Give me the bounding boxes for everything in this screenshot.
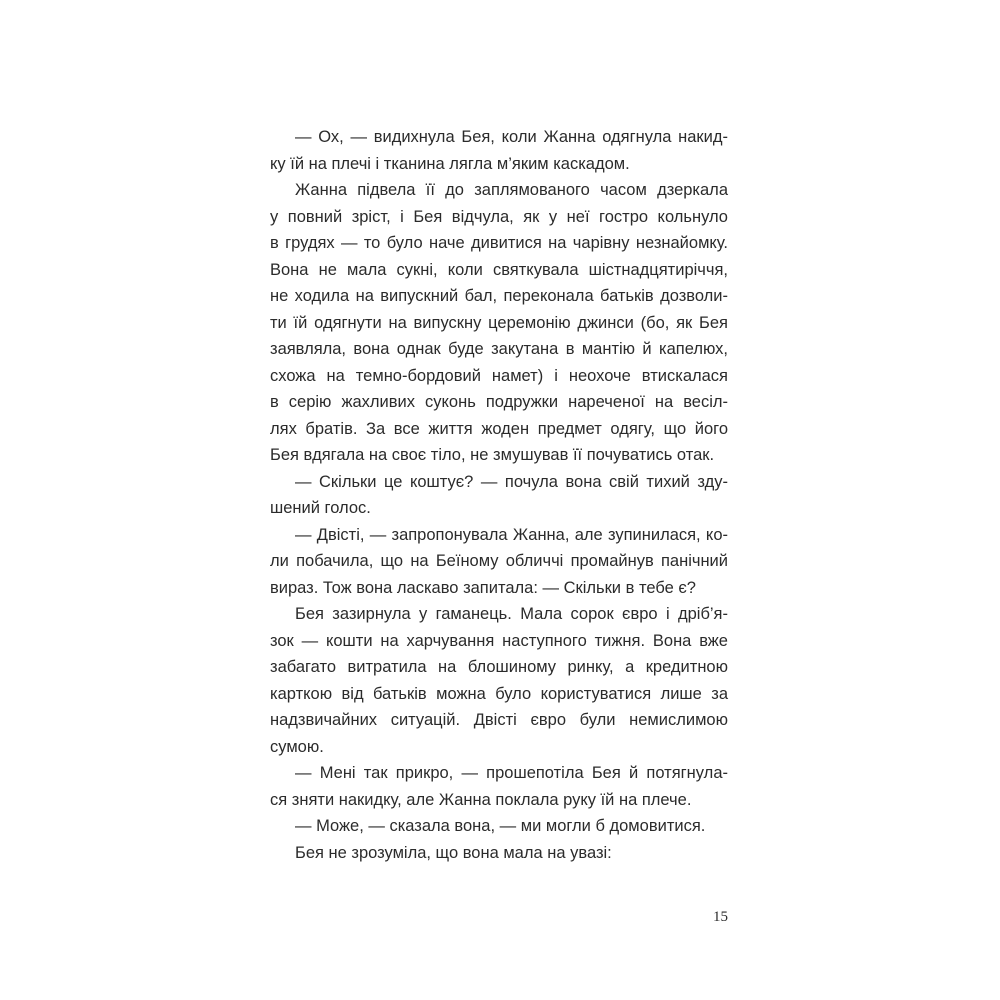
text-line: в серію жахливих суконь подружки нареченої на весіл-: [270, 393, 728, 411]
page-number: 15: [713, 909, 728, 925]
text-line: заявляла, вона однак буде закутана в мантію й капелюх,: [270, 340, 728, 358]
text-line: — Мені так прикро, — прошепотіла Бея й потягнула-: [295, 764, 728, 782]
text-line: не ходила на випускний бал, переконала батьків дозволи-: [270, 287, 728, 305]
text-line: Бея не зрозуміла, що вона мала на увазі:: [295, 843, 612, 862]
text-line: ся зняти накидку, але Жанна поклала руку їй на плече.: [270, 790, 692, 809]
text-line: шений голос.: [270, 499, 371, 517]
text-line: сумою.: [270, 737, 324, 756]
text-line: надзвичайних ситуацій. Двісті євро були немислимою: [270, 711, 728, 729]
text-line: ти їй одягнути на випускну церемонію джинси (бо, як Бея: [270, 313, 728, 332]
text-line: карткою від батьків можна було користуватися лише за: [270, 684, 728, 703]
text-line: зок — кошти на харчування наступного тижня. Вона вже: [270, 631, 728, 650]
text-line: Вона не мала сукні, коли святкувала шістнадцятиріччя,: [270, 260, 728, 279]
text-line: схожа на темно-бордовий намет) і неохоче втискалася: [270, 366, 728, 385]
text-line: вираз. Тож вона ласкаво запитала: — Скільки в тебе є?: [270, 578, 696, 597]
text-line: — Скільки це коштує? — почула вона свій тихий зду-: [295, 472, 728, 491]
text-line: забагато витратила на блошиному ринку, а кредитною: [270, 658, 728, 676]
text-line: лях братів. За все життя жоден предмет одягу, що його: [270, 419, 728, 438]
text-line: у повний зріст, і Бея відчула, як у неї гостро кольнуло: [270, 207, 728, 226]
text-line: ку їй на плечі і тканина лягла м’яким каскадом.: [270, 154, 630, 173]
text-line: — Двісті, — запропонувала Жанна, але зупинилася, ко-: [295, 525, 728, 544]
text-line: — Ох, — видихнула Бея, коли Жанна одягнула накид-: [295, 128, 728, 146]
text-line: Бея зазирнула у гаманець. Мала сорок євро і дріб’я-: [295, 605, 728, 623]
text-line: ли побачила, що на Беїному обличчі промайнув панічний: [270, 552, 728, 570]
text-line: Бея вдягала на своє тіло, не змушував її почуватись отак.: [270, 446, 715, 464]
body-text: [270, 124, 728, 866]
text-line: Жанна підвела її до заплямованого часом дзеркала: [295, 181, 728, 199]
text-line: в грудях — то було наче дивитися на чарівну незнайомку.: [270, 234, 728, 252]
text-line: — Може, — сказала вона, — ми могли б домовитися.: [295, 817, 706, 835]
